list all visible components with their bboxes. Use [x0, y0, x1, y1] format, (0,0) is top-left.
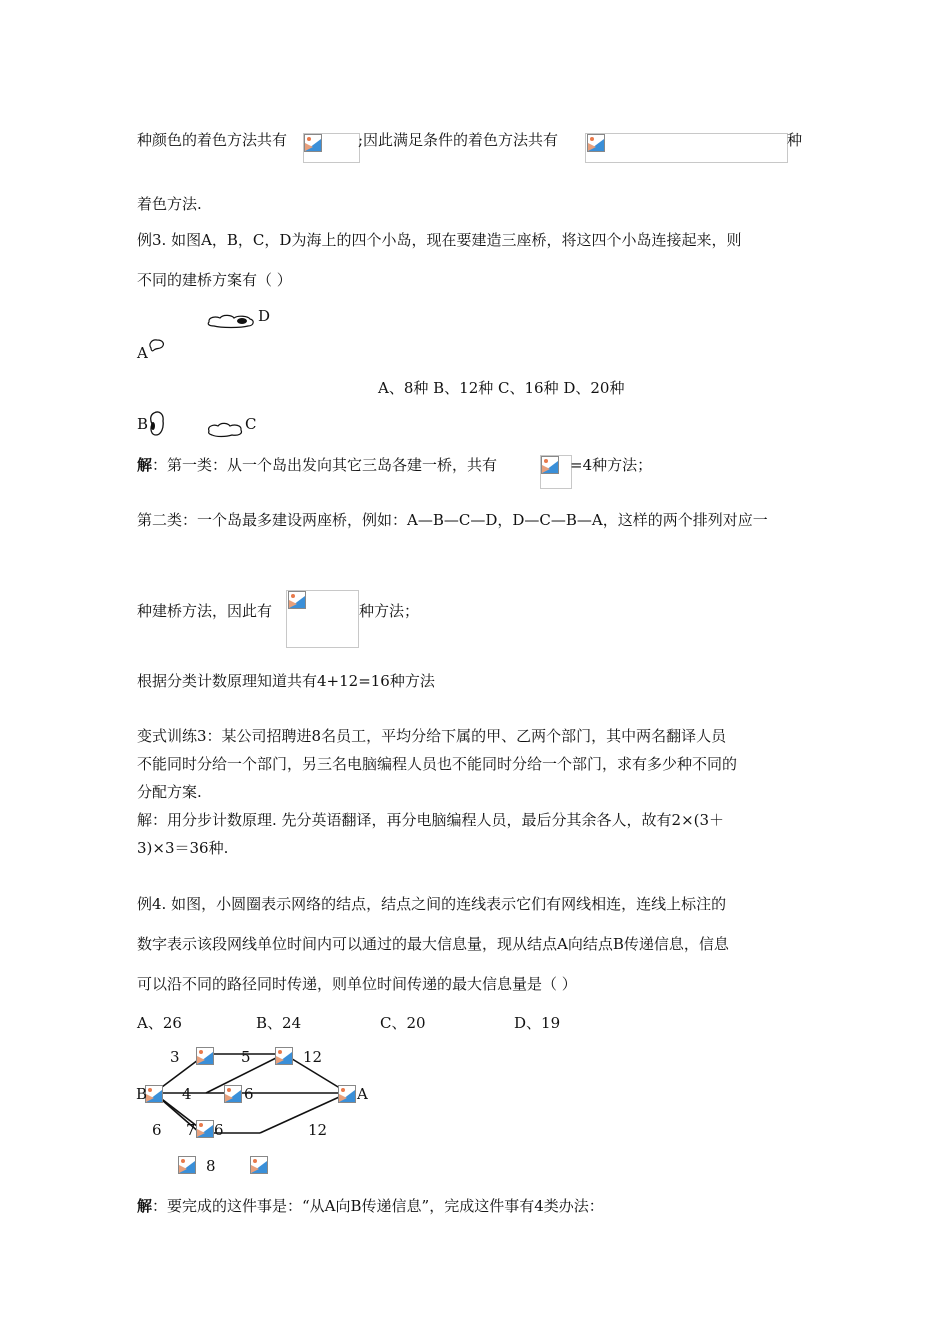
text-line: 根据分类计数原理知道共有4+12=16种方法 — [137, 672, 435, 690]
edge-label: 4 — [182, 1085, 192, 1103]
node-image-icon — [338, 1085, 356, 1103]
text-line: 种颜色的着色方法共有 — [137, 131, 288, 149]
island-c-icon — [206, 420, 244, 438]
island-label: B — [137, 415, 149, 433]
node-label-b: B — [136, 1085, 148, 1103]
text-line: 种建桥方法，因此有 — [137, 602, 273, 620]
text-line: 3)×3＝36种. — [137, 839, 229, 857]
text-line: ：要完成的这件事是：“从A向B传递信息”，完成这件事有4类办法： — [152, 1197, 604, 1215]
text-line: 例4. 如图，小圆圈表示网络的结点，结点之间的连线表示它们有网线相连，连线上标注的 — [137, 895, 727, 913]
island-d-icon — [206, 313, 256, 329]
edge-label: 6 — [152, 1121, 162, 1139]
option-d: D、19 — [514, 1014, 561, 1032]
edge-label: 7 — [186, 1121, 196, 1139]
node-image-icon — [275, 1047, 293, 1065]
text-line: 分配方案. — [137, 783, 202, 801]
edge-label: 12 — [303, 1048, 323, 1066]
island-a-icon — [148, 338, 166, 354]
text-line: 解：用分步计数原理. 先分英语翻译，再分电脑编程人员，最后分其余各人，故有2×(3＋ — [137, 811, 725, 829]
node-image-icon — [145, 1085, 163, 1103]
broken-image-icon — [541, 456, 559, 474]
island-label: D — [258, 307, 271, 325]
text-line: 可以沿不同的路径同时传递，则单位时间传递的最大信息量是（ ） — [137, 975, 577, 993]
text-line: 种 — [787, 131, 803, 149]
node-image-icon — [178, 1156, 196, 1174]
option-c: C、20 — [380, 1014, 426, 1032]
edge — [260, 1093, 348, 1133]
solution-label: 解 — [137, 1197, 153, 1215]
broken-image-icon — [304, 134, 322, 152]
text-line: ;因此满足条件的着色方法共有 — [358, 131, 559, 149]
node-image-icon — [196, 1047, 214, 1065]
options-text: A、8种 B、12种 C、16种 D、20种 — [378, 379, 625, 397]
node-label-a: A — [357, 1085, 368, 1103]
text-line: ：第一类：从一个岛出发向其它三岛各建一桥，共有 — [152, 456, 498, 474]
text-line: 不能同时分给一个部门，另三名电脑编程人员也不能同时分给一个部门，求有多少种不同的 — [137, 755, 738, 773]
formula-image-box — [585, 133, 788, 163]
node-image-icon — [224, 1085, 242, 1103]
island-label: C — [245, 415, 257, 433]
text-line: 例3. 如图A，B，C，D为海上的四个小岛，现在要建造三座桥，将这四个小岛连接起来，则 — [137, 231, 742, 249]
option-a: A、26 — [137, 1014, 182, 1032]
text-line: 第二类：一个岛最多建设两座桥，例如：A—B—C—D，D—C—B—A，这样的两个排列对应一 — [137, 511, 768, 529]
solution-label: 解 — [137, 456, 153, 474]
edge-label: 5 — [241, 1048, 251, 1066]
text-line: 变式训练3：某公司招聘进8名员工，平均分给下属的甲、乙两个部门，其中两名翻译人员 — [137, 727, 727, 745]
broken-image-icon — [587, 134, 605, 152]
broken-image-icon — [288, 591, 306, 609]
option-b: B、24 — [256, 1014, 302, 1032]
node-image-icon — [196, 1120, 214, 1138]
text-line: 着色方法. — [137, 195, 202, 213]
edge-label: 8 — [206, 1157, 216, 1175]
text-line: 种方法； — [359, 602, 420, 620]
island-b-icon — [148, 410, 166, 438]
edge-label: 3 — [170, 1048, 180, 1066]
node-image-icon — [250, 1156, 268, 1174]
edge-label: 6 — [214, 1121, 224, 1139]
text-line: =4种方法； — [570, 456, 653, 474]
edge-label: 12 — [308, 1121, 328, 1139]
island-label: A — [137, 344, 148, 362]
text-line: 不同的建桥方案有（ ） — [137, 271, 292, 289]
edge-label: 6 — [244, 1085, 254, 1103]
text-line: 数字表示该段网线单位时间内可以通过的最大信息量，现从结点A向结点B传递信息，信息 — [137, 935, 729, 953]
